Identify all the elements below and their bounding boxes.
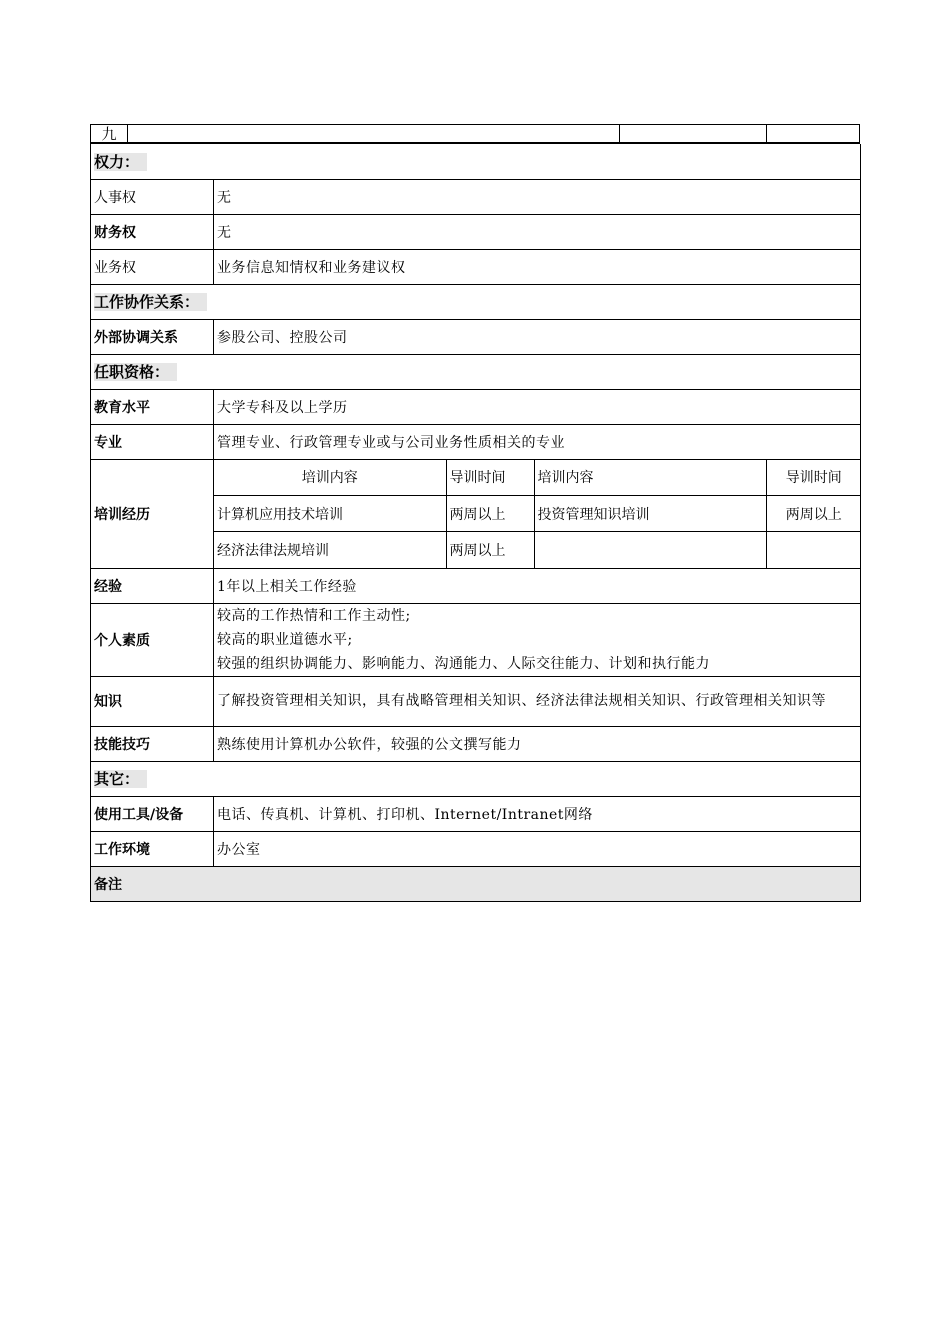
training-header: 导训时间 [766,460,861,496]
skills-label: 技能技巧 [91,726,214,761]
training-cell-content [534,532,766,568]
row-major [91,424,861,459]
section-title-power: 权力： [94,153,147,171]
row-knowledge [91,676,861,726]
row-environment [91,831,861,866]
tools-label: 使用工具/设备 [91,796,214,831]
training-cell-time: 两周以上 [446,532,534,568]
job-table [90,144,861,902]
finance-label: 财务权 [91,214,214,249]
row-business [91,249,861,284]
quality-line: 较高的职业道德水平; [217,631,353,648]
training-table [214,460,861,568]
section-power [91,144,861,179]
hr-value: 无 [214,179,861,214]
top-row-cell-3 [620,125,767,142]
quality-line: 较强的组织协调能力、影响能力、沟通能力、人际交往能力、计划和执行能力 [217,655,710,672]
section-other [91,761,861,796]
knowledge-value: 了解投资管理相关知识，具有战略管理相关知识、经济法律法规相关知识、行政管理相关知识等 [214,676,861,726]
row-hr [91,179,861,214]
training-cell-content: 经济法律法规培训 [214,532,446,568]
job-description-sheet [90,124,860,902]
row-experience [91,568,861,603]
training-cell-time: 两周以上 [446,496,534,532]
hr-label: 人事权 [91,179,214,214]
external-value: 参股公司、控股公司 [214,319,861,354]
training-row [214,496,861,532]
top-row [90,124,860,144]
section-title-cooperation: 工作协作关系： [94,293,207,311]
row-skills [91,726,861,761]
environment-label: 工作环境 [91,831,214,866]
training-header-row [214,460,861,496]
training-header: 导训时间 [446,460,534,496]
row-finance [91,214,861,249]
row-training [91,459,861,568]
row-tools [91,796,861,831]
knowledge-label: 知识 [91,676,214,726]
remarks-label: 备注 [91,866,861,901]
section-number: 九 [91,125,128,142]
experience-label: 经验 [91,568,214,603]
section-title-other: 其它： [94,770,147,788]
training-cell-content: 投资管理知识培训 [534,496,766,532]
section-qualification [91,354,861,389]
row-education [91,389,861,424]
tools-value: 电话、传真机、计算机、打印机、Internet/Intranet网络 [214,796,861,831]
external-label: 外部协调关系 [91,319,214,354]
training-label: 培训经历 [91,459,214,568]
row-remarks [91,866,861,901]
quality-value [214,603,861,676]
training-header: 培训内容 [214,460,446,496]
major-label: 专业 [91,424,214,459]
training-cell [214,459,861,568]
training-cell-time: 两周以上 [766,496,861,532]
section-title-qualification: 任职资格： [94,363,177,381]
experience-value: 1年以上相关工作经验 [214,568,861,603]
education-label: 教育水平 [91,389,214,424]
quality-label: 个人素质 [91,603,214,676]
environment-value: 办公室 [214,831,861,866]
row-external [91,319,861,354]
education-value: 大学专科及以上学历 [214,389,861,424]
major-value: 管理专业、行政管理专业或与公司业务性质相关的专业 [214,424,861,459]
business-value: 业务信息知情权和业务建议权 [214,249,861,284]
training-cell-time [766,532,861,568]
training-row [214,532,861,568]
section-cooperation [91,284,861,319]
training-cell-content: 计算机应用技术培训 [214,496,446,532]
finance-value: 无 [214,214,861,249]
quality-line: 较高的工作热情和工作主动性; [217,607,411,624]
skills-value: 熟练使用计算机办公软件，较强的公文撰写能力 [214,726,861,761]
row-quality [91,603,861,676]
business-label: 业务权 [91,249,214,284]
training-header: 培训内容 [534,460,766,496]
top-row-cell-2 [128,125,620,142]
